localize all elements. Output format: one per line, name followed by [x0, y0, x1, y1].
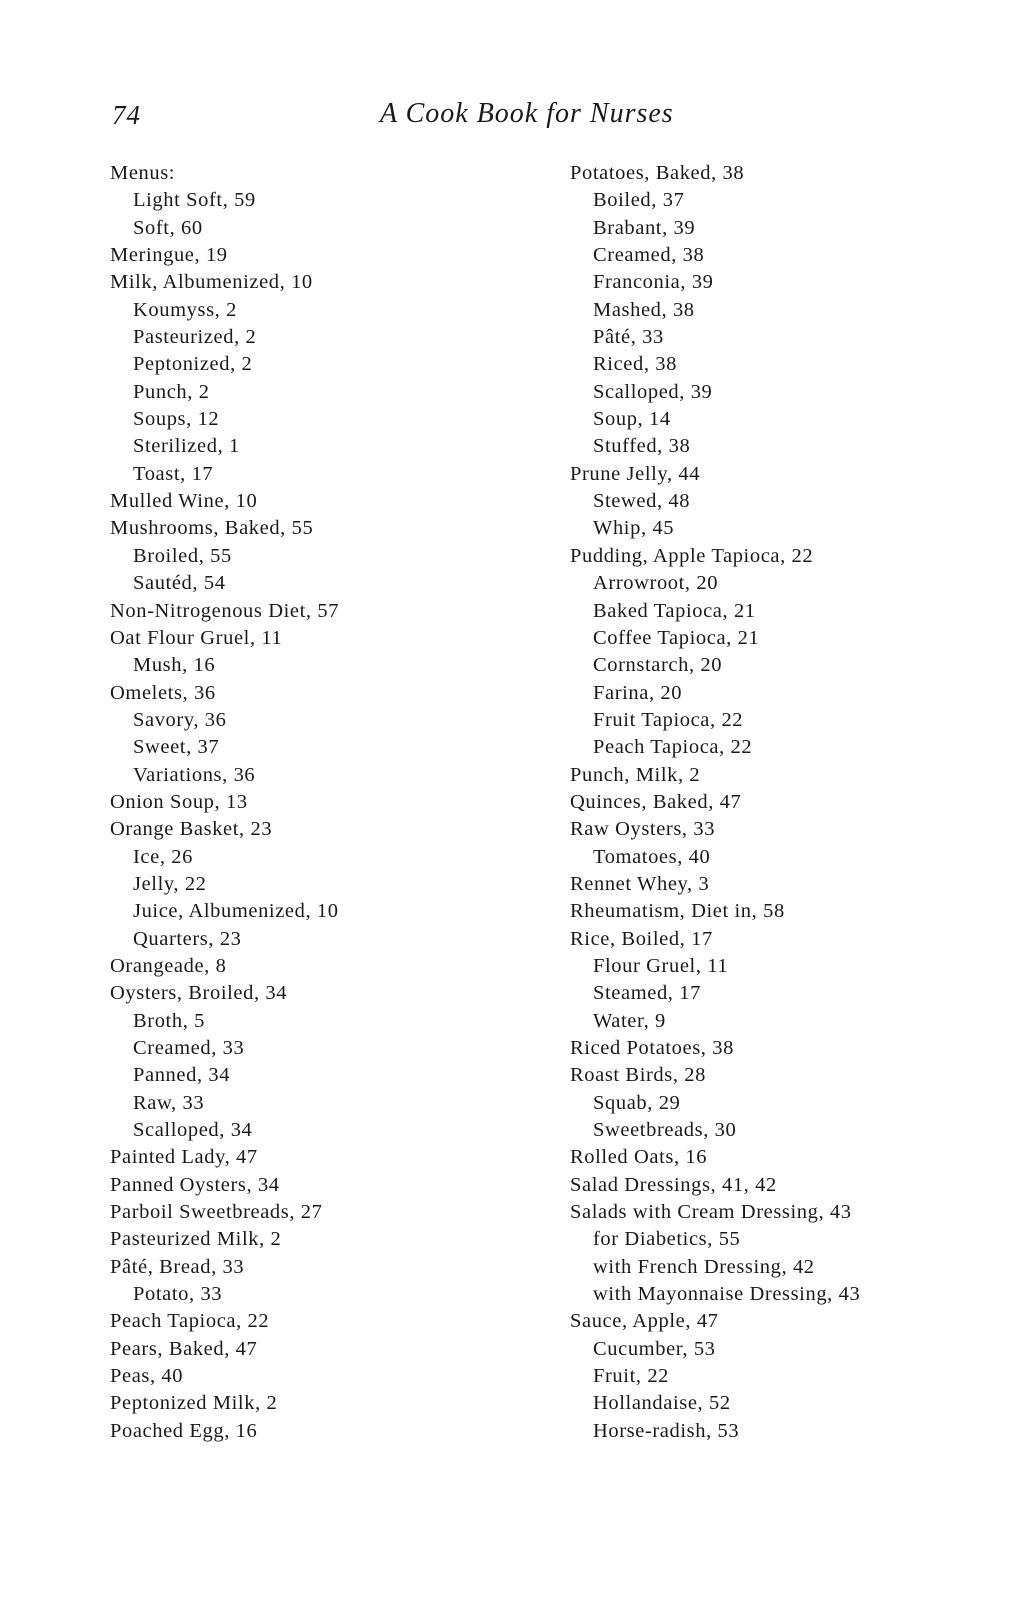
index-entry: Milk, Albumenized, 10: [110, 271, 313, 294]
index-subentry: Sterilized, 1: [133, 435, 240, 458]
index-subentry: Ice, 26: [133, 845, 193, 868]
index-subentry: Koumyss, 2: [133, 298, 237, 321]
index-subentry: Steamed, 17: [593, 982, 701, 1005]
index-subentry: Cornstarch, 20: [593, 654, 723, 677]
index-entry: Salads with Cream Dressing, 43: [570, 1201, 852, 1224]
index-subentry: Flour Gruel, 11: [593, 954, 729, 977]
index-subentry: Fruit Tapioca, 22: [593, 708, 744, 731]
index-subentry: Soup, 14: [593, 408, 671, 431]
index-subentry: with French Dressing, 42: [593, 1255, 815, 1278]
index-entry: Oysters, Broiled, 34: [110, 982, 288, 1005]
index-subentry: Scalloped, 34: [133, 1119, 253, 1142]
index-entry: Omelets, 36: [110, 681, 216, 704]
index-entry: Orange Basket, 23: [110, 818, 273, 841]
index-entry: Rheumatism, Diet in, 58: [570, 900, 785, 923]
page-number: 74: [112, 100, 141, 130]
index-subentry: Pâté, 33: [593, 326, 664, 349]
index-subentry: Franconia, 39: [593, 271, 714, 294]
index-subentry: Arrowroot, 20: [593, 572, 719, 595]
index-subentry: Whip, 45: [593, 517, 675, 540]
index-subentry: Coffee Tapioca, 21: [593, 626, 760, 649]
index-subentry: Variations, 36: [133, 763, 256, 786]
index-subentry: Raw, 33: [133, 1091, 205, 1114]
index-entry: Menus:: [110, 162, 176, 184]
index-entry: Pears, Baked, 47: [110, 1337, 258, 1360]
index-column-right: [570, 160, 860, 1445]
index-subentry: Brabant, 39: [593, 216, 696, 239]
index-entry: Mushrooms, Baked, 55: [110, 517, 314, 540]
index-entry: Rolled Oats, 16: [570, 1146, 708, 1169]
index-subentry: Juice, Albumenized, 10: [133, 900, 339, 923]
index-subentry: Jelly, 22: [133, 872, 207, 895]
index-entry: Pudding, Apple Tapioca, 22: [570, 544, 814, 567]
index-entry: Quinces, Baked, 47: [570, 790, 742, 813]
index-entry: Peptonized Milk, 2: [110, 1392, 278, 1415]
index-subentry: Horse-radish, 53: [593, 1419, 740, 1442]
index-subentry: Light Soft, 59: [133, 189, 256, 212]
index-subentry: Broiled, 55: [133, 544, 232, 567]
index-entry: Pâté, Bread, 33: [110, 1255, 245, 1278]
index-subentry: Mashed, 38: [593, 298, 695, 321]
index-subentry: Stuffed, 38: [593, 435, 691, 458]
index-subentry: Panned, 34: [133, 1064, 231, 1087]
index-entry: Parboil Sweetbreads, 27: [110, 1201, 323, 1224]
index-entry: Roast Birds, 28: [570, 1064, 706, 1087]
index-subentry: Creamed, 38: [593, 244, 705, 267]
index-subentry: Fruit, 22: [593, 1365, 670, 1388]
index-entry: Raw Oysters, 33: [570, 818, 716, 841]
index-entry: Oat Flour Gruel, 11: [110, 626, 283, 649]
index-entry: Salad Dressings, 41, 42: [570, 1173, 777, 1196]
index-entry: Punch, Milk, 2: [570, 763, 701, 786]
index-subentry: Broth, 5: [133, 1009, 205, 1032]
index-subentry: Punch, 2: [133, 380, 210, 403]
index-entry: Non-Nitrogenous Diet, 57: [110, 599, 340, 622]
index-subentry: Scalloped, 39: [593, 380, 713, 403]
index-subentry: Boiled, 37: [593, 189, 685, 212]
index-subentry: for Diabetics, 55: [593, 1228, 741, 1251]
index-entry: Sauce, Apple, 47: [570, 1310, 719, 1333]
index-subentry: Hollandaise, 52: [593, 1392, 731, 1415]
index-column-left: [110, 160, 339, 1445]
index-subentry: Stewed, 48: [593, 490, 691, 513]
index-subentry: Sweetbreads, 30: [593, 1119, 737, 1142]
index-entry: Pasteurized Milk, 2: [110, 1228, 282, 1251]
index-entry: Potatoes, Baked, 38: [570, 162, 745, 184]
index-entry: Onion Soup, 13: [110, 790, 248, 813]
index-entry: Mulled Wine, 10: [110, 490, 258, 513]
index-entry: Poached Egg, 16: [110, 1419, 258, 1442]
index-entry: Painted Lady, 47: [110, 1146, 258, 1169]
index-subentry: Riced, 38: [593, 353, 677, 376]
index-subentry: Peptonized, 2: [133, 353, 253, 376]
index-subentry: Potato, 33: [133, 1283, 223, 1306]
index-subentry: with Mayonnaise Dressing, 43: [593, 1283, 861, 1306]
index-subentry: Soups, 12: [133, 408, 220, 431]
index-subentry: Farina, 20: [593, 681, 683, 704]
index-subentry: Creamed, 33: [133, 1037, 245, 1059]
index-entry: Riced Potatoes, 38: [570, 1037, 734, 1059]
index-subentry: Baked Tapioca, 21: [593, 599, 756, 622]
index-subentry: Sweet, 37: [133, 736, 220, 759]
index-subentry: Toast, 17: [133, 462, 214, 485]
index-subentry: Savory, 36: [133, 708, 227, 731]
running-title: A Cook Book for Nurses: [380, 98, 674, 129]
index-subentry: Water, 9: [593, 1009, 666, 1032]
index-entry: Orangeade, 8: [110, 954, 227, 977]
index-entry: Peas, 40: [110, 1365, 184, 1388]
index-subentry: Cucumber, 53: [593, 1337, 716, 1360]
index-entry: Prune Jelly, 44: [570, 462, 701, 485]
index-subentry: Squab, 29: [593, 1091, 681, 1114]
index-entry: Rennet Whey, 3: [570, 872, 710, 895]
index-subentry: Mush, 16: [133, 654, 216, 677]
index-entry: Rice, Boiled, 17: [570, 927, 713, 950]
index-subentry: Soft, 60: [133, 216, 203, 239]
index-entry: Panned Oysters, 34: [110, 1173, 280, 1196]
index-subentry: Pasteurized, 2: [133, 326, 257, 349]
index-subentry: Quarters, 23: [133, 927, 242, 950]
index-entry: Peach Tapioca, 22: [110, 1310, 270, 1333]
index-entry: Meringue, 19: [110, 244, 228, 267]
index-subentry: Sautéd, 54: [133, 572, 226, 595]
index-subentry: Tomatoes, 40: [593, 845, 711, 868]
index-subentry: Peach Tapioca, 22: [593, 736, 753, 759]
